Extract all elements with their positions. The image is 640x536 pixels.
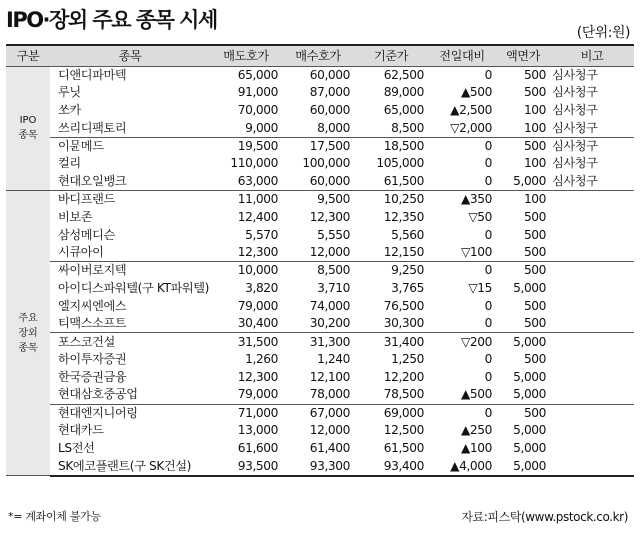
bid-price-cell: 60,000 bbox=[282, 173, 354, 191]
ask-price-cell: 79,000 bbox=[210, 386, 282, 404]
change-cell: ▽2,000 bbox=[428, 119, 496, 137]
stock-name-cell: LS전선 bbox=[58, 441, 95, 456]
category-cell: IPO 종목 bbox=[6, 66, 50, 191]
change-cell: 0 bbox=[484, 156, 492, 171]
stock-name-cell: 이뮨메드 bbox=[58, 138, 104, 153]
note-cell bbox=[550, 244, 634, 262]
bid-price-cell: 78,000 bbox=[282, 386, 354, 404]
note-cell bbox=[550, 404, 634, 422]
table-row bbox=[6, 244, 634, 262]
bid-price-cell: 61,400 bbox=[309, 441, 350, 456]
table-row bbox=[6, 102, 634, 120]
ask-price-cell: 91,000 bbox=[237, 85, 278, 100]
base-price-cell: 10,250 bbox=[383, 192, 424, 207]
par-value-cell: 5,000 bbox=[513, 280, 546, 295]
note-cell bbox=[550, 226, 634, 244]
table-row bbox=[6, 208, 634, 226]
stock-name-cell: 바디프랜드 bbox=[58, 192, 115, 207]
stock-name-cell: 포스코건설 bbox=[58, 334, 115, 349]
stock-name-cell: 한국증권금융 bbox=[58, 369, 127, 384]
bid-price-cell: 5,550 bbox=[317, 227, 350, 242]
table-row bbox=[6, 297, 634, 315]
ask-price-cell: 63,000 bbox=[210, 173, 282, 191]
table-row bbox=[6, 280, 634, 298]
base-price-cell: 9,250 bbox=[391, 263, 424, 278]
ask-price-cell: 3,820 bbox=[245, 280, 278, 295]
bid-price-cell: 12,300 bbox=[309, 209, 350, 224]
base-price-cell: 65,000 bbox=[383, 102, 424, 117]
ask-price-cell: 11,000 bbox=[237, 192, 278, 207]
table-row bbox=[6, 226, 634, 244]
ask-price-cell: 71,000 bbox=[237, 405, 278, 420]
header-row bbox=[6, 45, 634, 66]
base-price-cell: 18,500 bbox=[383, 138, 424, 153]
base-price-cell: 12,350 bbox=[383, 209, 424, 224]
note-cell bbox=[550, 422, 634, 440]
stock-name-cell: 현대오일뱅크 bbox=[50, 173, 210, 191]
par-value-cell: 500 bbox=[523, 405, 546, 420]
note-cell bbox=[550, 191, 634, 209]
base-price-cell: 12,500 bbox=[383, 423, 424, 438]
ask-price-cell: 19,500 bbox=[237, 138, 278, 153]
change-cell: 0 bbox=[428, 315, 496, 333]
stock-name-cell: 현대엔지니어링 bbox=[58, 405, 138, 420]
stock-name-cell: 엘지씨엔에스 bbox=[58, 298, 127, 313]
unit-label: (단위:원) bbox=[576, 25, 630, 41]
header-ask: 매도호가 bbox=[210, 45, 282, 66]
bid-price-cell: 67,000 bbox=[309, 405, 350, 420]
base-price-cell: 105,000 bbox=[376, 156, 424, 171]
base-price-cell: 93,400 bbox=[354, 458, 428, 476]
bid-price-cell: 8,000 bbox=[282, 119, 354, 137]
bid-price-cell: 17,500 bbox=[309, 138, 350, 153]
table-row bbox=[6, 315, 634, 333]
header-par-value: 액면가 bbox=[496, 45, 550, 66]
change-cell: ▽50 bbox=[468, 209, 492, 224]
base-price-cell: 12,200 bbox=[383, 369, 424, 384]
change-cell: ▽200 bbox=[460, 334, 492, 349]
header-stock: 종목 bbox=[50, 45, 210, 66]
ask-price-cell: 30,400 bbox=[210, 315, 282, 333]
footnote: *= 계좌이체 불가능 bbox=[8, 510, 101, 523]
bid-price-cell: 12,000 bbox=[309, 423, 350, 438]
table-row bbox=[6, 333, 634, 351]
change-cell: ▲500 bbox=[428, 386, 496, 404]
stock-name-cell: 루닛 bbox=[58, 85, 81, 100]
stock-name-cell: 컬리 bbox=[58, 156, 81, 171]
ask-price-cell: 31,500 bbox=[237, 334, 278, 349]
change-cell: 0 bbox=[484, 263, 492, 278]
table-row bbox=[6, 422, 634, 440]
stock-name-cell: 삼성메디슨 bbox=[58, 227, 115, 242]
ask-price-cell: 13,000 bbox=[237, 423, 278, 438]
stock-name-cell: 시큐아이 bbox=[50, 244, 210, 262]
par-value-cell: 500 bbox=[523, 263, 546, 278]
change-cell: 0 bbox=[484, 352, 492, 367]
quote-table bbox=[6, 44, 634, 477]
bid-price-cell: 1,240 bbox=[317, 352, 350, 367]
table-row bbox=[6, 458, 634, 476]
table-row bbox=[6, 351, 634, 369]
note-cell bbox=[550, 458, 634, 476]
change-cell: 0 bbox=[484, 369, 492, 384]
base-price-cell: 61,500 bbox=[354, 173, 428, 191]
base-price-cell: 31,400 bbox=[383, 334, 424, 349]
table-row bbox=[6, 119, 634, 137]
ask-price-cell: 61,600 bbox=[237, 441, 278, 456]
table-row bbox=[6, 386, 634, 404]
note-cell bbox=[550, 369, 634, 387]
par-value-cell: 5,000 bbox=[496, 386, 550, 404]
par-value-cell: 500 bbox=[496, 315, 550, 333]
base-price-cell: 1,250 bbox=[391, 352, 424, 367]
header-category: 구분 bbox=[6, 45, 50, 66]
note-cell bbox=[550, 208, 634, 226]
ask-price-cell: 5,570 bbox=[245, 227, 278, 242]
par-value-cell: 500 bbox=[523, 227, 546, 242]
change-cell: 0 bbox=[484, 298, 492, 313]
bid-price-cell: 3,710 bbox=[317, 280, 350, 295]
par-value-cell: 5,000 bbox=[513, 423, 546, 438]
base-price-cell: 78,500 bbox=[354, 386, 428, 404]
bid-price-cell: 60,000 bbox=[309, 102, 350, 117]
table-row bbox=[6, 262, 634, 280]
stock-name-cell: 현대삼호중공업 bbox=[50, 386, 210, 404]
base-price-cell: 61,500 bbox=[383, 441, 424, 456]
note-cell: 심사청구 bbox=[552, 156, 598, 171]
bid-price-cell: 93,300 bbox=[282, 458, 354, 476]
ask-price-cell: 12,400 bbox=[237, 209, 278, 224]
bid-price-cell: 30,200 bbox=[282, 315, 354, 333]
ask-price-cell: 93,500 bbox=[210, 458, 282, 476]
stock-name-cell: 하이투자증권 bbox=[58, 352, 127, 367]
par-value-cell: 5,000 bbox=[513, 441, 546, 456]
par-value-cell: 500 bbox=[523, 209, 546, 224]
bid-price-cell: 87,000 bbox=[309, 85, 350, 100]
ask-price-cell: 79,000 bbox=[237, 298, 278, 313]
table-row bbox=[6, 137, 634, 155]
par-value-cell: 100 bbox=[523, 102, 546, 117]
header-bid: 매수호가 bbox=[282, 45, 354, 66]
par-value-cell: 500 bbox=[523, 67, 546, 82]
ask-price-cell: 10,000 bbox=[237, 263, 278, 278]
change-cell: ▲100 bbox=[460, 441, 492, 456]
base-price-cell: 5,560 bbox=[391, 227, 424, 242]
change-cell: ▲500 bbox=[460, 85, 492, 100]
base-price-cell: 62,500 bbox=[383, 67, 424, 82]
change-cell: ▲250 bbox=[460, 423, 492, 438]
ask-price-cell: 110,000 bbox=[230, 156, 278, 171]
stock-name-cell: 쓰리디팩토리 bbox=[50, 119, 210, 137]
table-row bbox=[6, 84, 634, 102]
base-price-cell: 76,500 bbox=[383, 298, 424, 313]
stock-name-cell: SK에코플랜트(구 SK건설) bbox=[50, 458, 210, 476]
change-cell: ▽100 bbox=[428, 244, 496, 262]
base-price-cell: 89,000 bbox=[383, 85, 424, 100]
par-value-cell: 5,000 bbox=[513, 334, 546, 349]
stock-name-cell: 현대카드 bbox=[58, 423, 104, 438]
stock-name-cell: 디앤디파마텍 bbox=[58, 67, 127, 82]
bid-price-cell: 31,300 bbox=[309, 334, 350, 349]
table-row bbox=[6, 66, 634, 84]
table-row bbox=[6, 173, 634, 191]
par-value-cell: 500 bbox=[496, 244, 550, 262]
note-cell: 심사청구 bbox=[550, 119, 634, 137]
note-cell bbox=[550, 297, 634, 315]
note-cell bbox=[550, 262, 634, 280]
note-cell bbox=[550, 333, 634, 351]
stock-name-cell: 쏘카 bbox=[58, 102, 81, 117]
header-base-price: 기준가 bbox=[354, 45, 428, 66]
page-title: IPO·장외 주요 종목 시세 bbox=[6, 8, 217, 32]
bid-price-cell: 12,000 bbox=[282, 244, 354, 262]
change-cell: 0 bbox=[484, 138, 492, 153]
change-cell: 0 bbox=[484, 405, 492, 420]
note-cell bbox=[550, 315, 634, 333]
base-price-cell: 30,300 bbox=[354, 315, 428, 333]
base-price-cell: 3,765 bbox=[391, 280, 424, 295]
change-cell: ▲2,500 bbox=[450, 102, 492, 117]
note-cell: 심사청구 bbox=[552, 67, 598, 82]
change-cell: ▽15 bbox=[468, 280, 492, 295]
par-value-cell: 100 bbox=[523, 156, 546, 171]
ask-price-cell: 1,260 bbox=[245, 352, 278, 367]
change-cell: ▲350 bbox=[460, 192, 492, 207]
note-cell bbox=[550, 386, 634, 404]
base-price-cell: 12,150 bbox=[354, 244, 428, 262]
par-value-cell: 100 bbox=[523, 192, 546, 207]
base-price-cell: 69,000 bbox=[383, 405, 424, 420]
note-cell: 심사청구 bbox=[552, 102, 598, 117]
note-cell bbox=[550, 440, 634, 458]
par-value-cell: 5,000 bbox=[496, 173, 550, 191]
ask-price-cell: 65,000 bbox=[237, 67, 278, 82]
table-row bbox=[6, 440, 634, 458]
bid-price-cell: 100,000 bbox=[302, 156, 350, 171]
bid-price-cell: 12,100 bbox=[309, 369, 350, 384]
header-change: 전일대비 bbox=[428, 45, 496, 66]
ask-price-cell: 70,000 bbox=[237, 102, 278, 117]
change-cell: 0 bbox=[484, 67, 492, 82]
note-cell: 심사청구 bbox=[550, 173, 634, 191]
ask-price-cell: 12,300 bbox=[237, 369, 278, 384]
par-value-cell: 500 bbox=[523, 298, 546, 313]
stock-name-cell: 싸이버로지텍 bbox=[58, 263, 127, 278]
bid-price-cell: 9,500 bbox=[317, 192, 350, 207]
change-cell: 0 bbox=[484, 227, 492, 242]
ask-price-cell: 12,300 bbox=[210, 244, 282, 262]
change-cell: 0 bbox=[428, 173, 496, 191]
par-value-cell: 500 bbox=[523, 85, 546, 100]
table-row bbox=[6, 191, 634, 209]
table-row bbox=[6, 155, 634, 173]
par-value-cell: 500 bbox=[523, 138, 546, 153]
table-row bbox=[6, 404, 634, 422]
par-value-cell: 500 bbox=[523, 352, 546, 367]
bid-price-cell: 60,000 bbox=[309, 67, 350, 82]
stock-name-cell: 비보존 bbox=[58, 209, 93, 224]
stock-name-cell: 아이디스파워텔(구 KT파워텔) bbox=[58, 280, 209, 295]
note-cell: 심사청구 bbox=[552, 138, 598, 153]
note-cell bbox=[550, 351, 634, 369]
note-cell: 심사청구 bbox=[552, 85, 598, 100]
ask-price-cell: 9,000 bbox=[210, 119, 282, 137]
par-value-cell: 100 bbox=[496, 119, 550, 137]
base-price-cell: 8,500 bbox=[354, 119, 428, 137]
table-row bbox=[6, 369, 634, 387]
par-value-cell: 5,000 bbox=[513, 369, 546, 384]
change-cell: ▲4,000 bbox=[428, 458, 496, 476]
par-value-cell: 5,000 bbox=[496, 458, 550, 476]
bid-price-cell: 74,000 bbox=[309, 298, 350, 313]
stock-name-cell: 티맥스소프트 bbox=[50, 315, 210, 333]
header-note: 비고 bbox=[550, 45, 634, 66]
bid-price-cell: 8,500 bbox=[317, 263, 350, 278]
source-label: 자료:피스탁(www.pstock.co.kr) bbox=[461, 510, 628, 524]
note-cell bbox=[550, 280, 634, 298]
category-cell: 주요 장외 종목 bbox=[6, 191, 50, 476]
